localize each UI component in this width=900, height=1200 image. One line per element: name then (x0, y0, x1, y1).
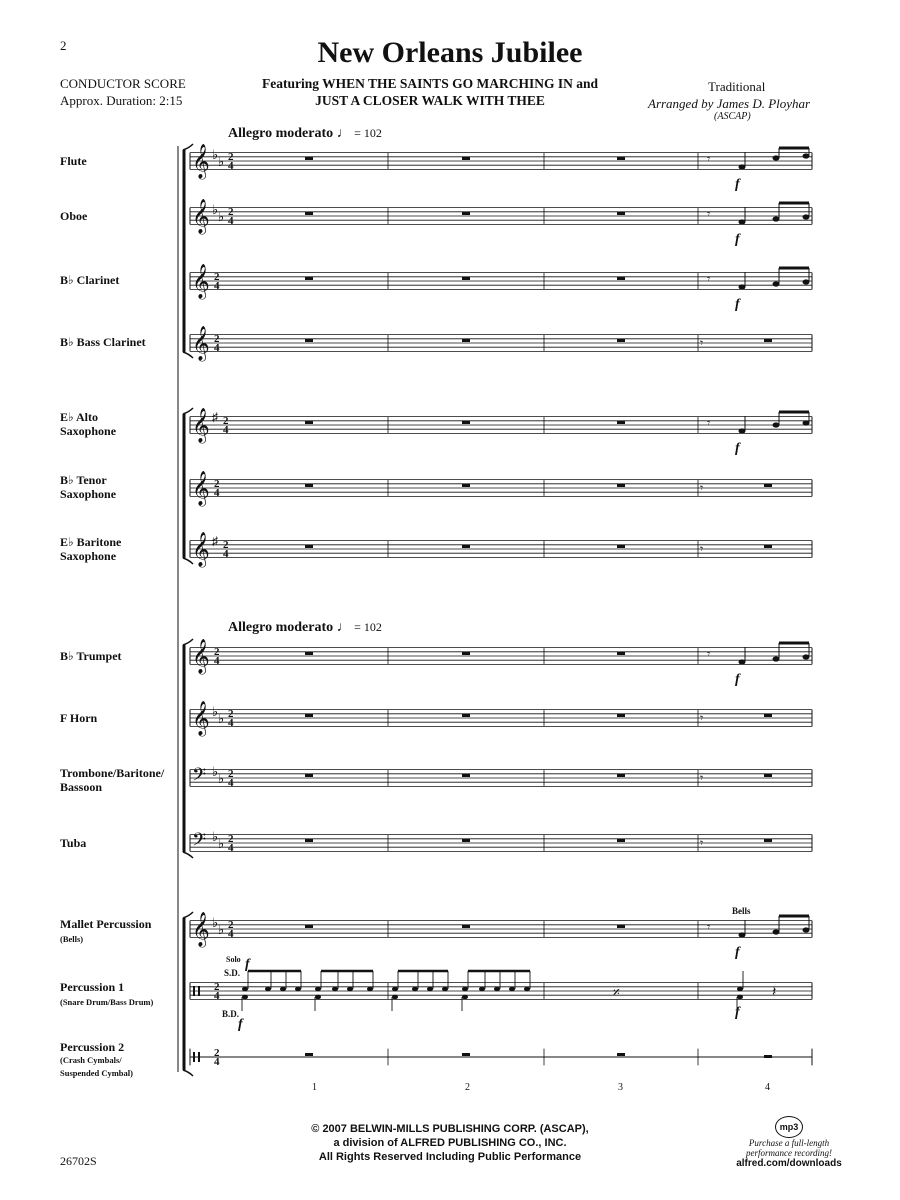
note-head (739, 284, 746, 289)
label-alto-sax: E♭ Alto Saxophone (60, 410, 117, 438)
eighth-rest: 𝄾 (700, 336, 704, 350)
whole-rest (462, 212, 470, 215)
bells-marking: Bells (732, 906, 751, 916)
treble-clef-icon: 𝄞 (192, 472, 210, 505)
whole-rest (305, 277, 313, 280)
time-signature-top: 2 (228, 919, 234, 931)
note-head (773, 422, 780, 427)
mp3-line-1: Purchase a full-length (748, 1138, 830, 1148)
treble-clef-icon: 𝄞 (192, 327, 210, 360)
flat-icon: ♭ (212, 829, 219, 844)
note-head (773, 155, 780, 160)
subtitle-line-2: JUST A CLOSER WALK WITH THEE (315, 93, 545, 108)
eighth-rest: 𝄾 (707, 416, 711, 430)
note-head (524, 987, 530, 992)
label-percussion-1: Percussion 1 (Snare Drum/Bass Drum) (60, 980, 154, 1007)
time-signature-top: 2 (214, 646, 220, 658)
whole-rest (462, 774, 470, 777)
whole-rest (617, 212, 625, 215)
arranger: Arranged by James D. Ployhar (648, 96, 811, 111)
note-head (773, 656, 780, 661)
label-tenor-sax: B♭ Tenor Saxophone (60, 473, 117, 501)
time-signature-bottom: 4 (228, 928, 234, 940)
whole-rest (764, 545, 772, 548)
label-mallet-percussion: Mallet Percussion (Bells) (60, 917, 152, 944)
arranger-society: (ASCAP) (714, 111, 751, 122)
whole-rest (617, 839, 625, 842)
tempo-text: Allegro moderato (228, 620, 334, 635)
label-percussion-2: Percussion 2 (Crash Cymbals/ Suspended Cymbal) (60, 1040, 133, 1078)
whole-rest (617, 652, 625, 655)
note-head (739, 659, 746, 664)
whole-rest (462, 1053, 470, 1056)
note-head (803, 927, 810, 932)
flat-icon: ♭ (212, 147, 219, 162)
measure-number-2: 2 (465, 1082, 470, 1093)
whole-rest (617, 157, 625, 160)
dynamic-forte-snare: f (245, 957, 250, 972)
note-head (803, 214, 810, 219)
simile-icon: 𝄎 (613, 986, 620, 1001)
label-trumpet: B♭ Trumpet (60, 649, 122, 663)
whole-rest (462, 277, 470, 280)
dynamic-forte: f (735, 177, 740, 192)
tempo-text: Allegro moderato (228, 126, 334, 141)
note-head (392, 987, 398, 992)
time-signature-bottom: 4 (223, 424, 229, 436)
time-signature-bottom: 4 (228, 717, 234, 729)
time-signature-bottom: 4 (228, 842, 234, 854)
eighth-rest: 𝄾 (707, 920, 711, 934)
note-head (739, 428, 746, 433)
note-head (242, 987, 248, 992)
measure-number-1: 1 (312, 1082, 317, 1093)
treble-clef-icon: 𝄞 (192, 409, 210, 442)
whole-rest (305, 545, 313, 548)
whole-rest (462, 652, 470, 655)
time-signature-bottom: 4 (214, 280, 220, 292)
eighth-rest: 𝄾 (707, 647, 711, 661)
time-signature-top: 2 (228, 206, 234, 218)
percussion-clef-icon (198, 1052, 200, 1062)
eighth-rest: 𝄾 (707, 152, 711, 166)
note-head (427, 987, 433, 992)
whole-rest (305, 652, 313, 655)
label-oboe: Oboe (60, 209, 88, 223)
note-head (412, 987, 418, 992)
time-signature-bottom: 4 (214, 655, 220, 667)
quarter-note-icon: ♩ (336, 620, 351, 635)
note-head (509, 987, 515, 992)
catalog-number: 26702S (60, 1154, 97, 1168)
whole-rest (617, 774, 625, 777)
whole-rest (764, 1055, 772, 1058)
note-head (773, 281, 780, 286)
mp3-badge-icon: mp3 (775, 1116, 803, 1138)
time-signature-top: 2 (228, 768, 234, 780)
note-head (494, 987, 500, 992)
time-signature-bottom: 4 (223, 548, 229, 560)
note-head (773, 216, 780, 221)
note-head (803, 279, 810, 284)
whole-rest (617, 714, 625, 717)
bass-drum-note (315, 995, 321, 1000)
subtitle-line-1: Featuring WHEN THE SAINTS GO MARCHING IN and (262, 76, 598, 91)
time-signature-bottom: 4 (214, 1056, 220, 1068)
eighth-rest: 𝄾 (707, 207, 711, 221)
whole-rest (305, 421, 313, 424)
time-signature-top: 2 (228, 708, 234, 720)
tempo-value: = 102 (354, 620, 382, 634)
mp3-url-link[interactable]: alfred.com/downloads (736, 1158, 842, 1169)
whole-rest (617, 339, 625, 342)
tempo-value: = 102 (354, 126, 382, 140)
sharp-icon: ♯ (212, 410, 218, 424)
copyright-line-2: a division of ALFRED PUBLISHING CO., INC. (333, 1137, 567, 1149)
note-head (280, 987, 286, 992)
time-signature-bottom: 4 (228, 215, 234, 227)
quarter-note-icon: ♩ (336, 126, 351, 141)
treble-clef-icon: 𝄞 (192, 702, 210, 735)
note-head (737, 987, 743, 992)
dynamic-forte: f (735, 441, 740, 456)
flat-icon: ♭ (218, 922, 225, 937)
note-head (739, 219, 746, 224)
eighth-rest: 𝄾 (707, 272, 711, 286)
whole-rest (764, 339, 772, 342)
whole-rest (617, 925, 625, 928)
bass-drum-note (462, 995, 468, 1000)
whole-rest (764, 484, 772, 487)
note-head (442, 987, 448, 992)
whole-rest (617, 1053, 625, 1056)
label-bass-clarinet: B♭ Bass Clarinet (60, 335, 146, 349)
bracket-percussion (183, 1070, 193, 1076)
whole-rest (305, 925, 313, 928)
time-signature-top: 2 (228, 151, 234, 163)
treble-clef-icon: 𝄞 (192, 533, 210, 566)
note-head (315, 987, 321, 992)
bass-drum-marking: B.D. (222, 1009, 240, 1019)
whole-rest (462, 545, 470, 548)
mp3-line-2: performance recording! (745, 1148, 833, 1158)
measure-number-4: 4 (765, 1082, 770, 1093)
label-clarinet: B♭ Clarinet (60, 273, 120, 287)
whole-rest (617, 421, 625, 424)
note-head (803, 654, 810, 659)
copyright-line-3: All Rights Reserved Including Public Performance (318, 1151, 582, 1163)
treble-clef-icon: 𝄞 (192, 200, 210, 233)
percussion-clef-icon (193, 986, 195, 996)
whole-rest (462, 714, 470, 717)
mp3-promo[interactable] (724, 1116, 854, 1169)
composer: Traditional (708, 79, 766, 94)
note-head (739, 164, 746, 169)
whole-rest (305, 212, 313, 215)
flat-icon: ♭ (218, 711, 225, 726)
flat-icon: ♭ (218, 771, 225, 786)
flat-icon: ♭ (218, 836, 225, 851)
sharp-icon: ♯ (212, 534, 218, 548)
time-signature-top: 2 (214, 478, 220, 490)
whole-rest (305, 839, 313, 842)
piece-title: New Orleans Jubilee (317, 36, 583, 69)
note-head (347, 987, 353, 992)
solo-marking: Solo (226, 955, 241, 964)
percussion-clef-icon (198, 986, 200, 996)
time-signature-bottom: 4 (228, 160, 234, 172)
treble-clef-icon: 𝄞 (192, 913, 210, 946)
note-head (367, 987, 373, 992)
label-bari-sax: E♭ Baritone Saxophone (60, 535, 122, 563)
eighth-rest: 𝄾 (700, 771, 704, 785)
whole-rest (764, 714, 772, 717)
time-signature-top: 2 (223, 415, 229, 427)
bass-drum-note (737, 995, 743, 1000)
dynamic-forte-bass-drum: f (238, 1017, 243, 1032)
eighth-rest: 𝄾 (700, 711, 704, 725)
time-signature-top: 2 (214, 981, 220, 993)
whole-rest (462, 339, 470, 342)
treble-clef-icon: 𝄞 (192, 640, 210, 673)
whole-rest (305, 339, 313, 342)
whole-rest (305, 714, 313, 717)
note-head (739, 932, 746, 937)
whole-rest (462, 421, 470, 424)
label-flute: Flute (60, 154, 87, 168)
whole-rest (462, 157, 470, 160)
whole-rest (617, 277, 625, 280)
eighth-rest: 𝄾 (700, 542, 704, 556)
treble-clef-icon: 𝄞 (192, 265, 210, 298)
time-signature-top: 2 (214, 333, 220, 345)
note-head (265, 987, 271, 992)
label-tuba: Tuba (60, 836, 87, 850)
time-signature-top: 2 (214, 271, 220, 283)
whole-rest (764, 839, 772, 842)
dynamic-forte: f (735, 1005, 740, 1020)
whole-rest (305, 774, 313, 777)
flat-icon: ♭ (212, 915, 219, 930)
time-signature-bottom: 4 (214, 487, 220, 499)
dynamic-forte: f (735, 297, 740, 312)
note-head (295, 987, 301, 992)
eighth-rest: 𝄾 (700, 836, 704, 850)
flat-icon: ♭ (218, 154, 225, 169)
note-head (803, 153, 810, 158)
note-head (773, 929, 780, 934)
label-trombone: Trombone/Baritone/ Bassoon (60, 766, 165, 794)
whole-rest (305, 157, 313, 160)
label-horn: F Horn (60, 711, 98, 725)
note-head (803, 420, 810, 425)
bass-drum-note (242, 995, 248, 1000)
bass-clef-icon: 𝄢 (192, 829, 207, 854)
page-number: 2 (60, 38, 67, 53)
time-signature-top: 2 (228, 833, 234, 845)
note-head (479, 987, 485, 992)
whole-rest (305, 484, 313, 487)
time-signature-top: 2 (214, 1047, 220, 1059)
score-type: CONDUCTOR SCORE (60, 76, 186, 91)
snare-drum-marking: S.D. (224, 968, 241, 978)
time-signature-bottom: 4 (214, 342, 220, 354)
duration: Approx. Duration: 2:15 (60, 93, 183, 108)
whole-rest (617, 545, 625, 548)
measure-number-3: 3 (618, 1082, 623, 1093)
treble-clef-icon: 𝄞 (192, 145, 210, 178)
dynamic-forte: f (735, 945, 740, 960)
percussion-clef-icon (193, 1052, 195, 1062)
note-head (332, 987, 338, 992)
whole-rest (462, 484, 470, 487)
dynamic-forte: f (735, 232, 740, 247)
flat-icon: ♭ (212, 704, 219, 719)
bass-clef-icon: 𝄢 (192, 764, 207, 789)
flat-icon: ♭ (212, 764, 219, 779)
time-signature-bottom: 4 (214, 990, 220, 1002)
whole-rest (617, 484, 625, 487)
bass-drum-note (392, 995, 398, 1000)
quarter-rest: 𝄽 (772, 985, 777, 1000)
dynamic-forte: f (735, 672, 740, 687)
whole-rest (462, 925, 470, 928)
eighth-rest: 𝄾 (700, 481, 704, 495)
whole-rest (764, 774, 772, 777)
flat-icon: ♭ (212, 202, 219, 217)
flat-icon: ♭ (218, 209, 225, 224)
copyright-line-1: © 2007 BELWIN-MILLS PUBLISHING CORP. (ASCAP), (311, 1123, 589, 1135)
time-signature-top: 2 (223, 539, 229, 551)
note-head (462, 987, 468, 992)
time-signature-bottom: 4 (228, 777, 234, 789)
whole-rest (305, 1053, 313, 1056)
whole-rest (462, 839, 470, 842)
